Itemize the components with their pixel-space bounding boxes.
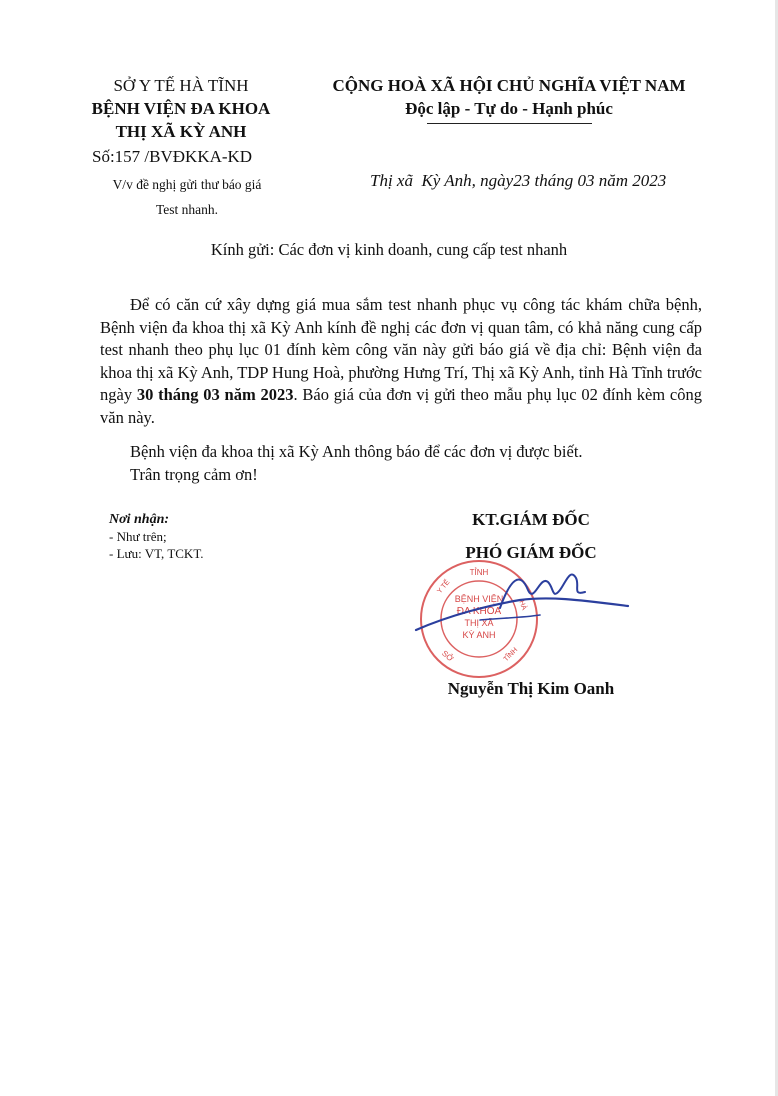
body-paragraph-1 bbox=[100, 294, 702, 429]
issuer-department: SỞ Y TẾ HÀ TĨNH bbox=[113, 76, 249, 95]
subject-block bbox=[62, 172, 312, 222]
body-p1-text: Để có căn cứ xây dựng giá mua sắm test nhanh phục vụ công tác khám chữa bệnh, Bệnh viện đa khoa thị xã Kỳ Anh kính đề nghị các đơn vị quan tâm, có khả năng cung cấp test nhanh theo phụ lục 01 đính kèm công văn này gửi báo giá về địa chỉ: Bệnh viện đa khoa thị xã Kỳ Anh, TDP Hung Hoà, phường Hưng Trí, Thị xã Kỳ Anh, tỉnh Hà Tĩnh trước ngày bbox=[100, 295, 702, 404]
stamp-left-text: Y TẾ bbox=[436, 578, 452, 596]
stamp-bottom-right-text: TĨNH bbox=[502, 646, 520, 664]
body-p1-text-end: . Báo giá của đơn vị gửi theo mẫu phụ lục 02 đính kèm công văn này. bbox=[100, 385, 702, 427]
reference-number: Số:157 /BVĐKKA-KD bbox=[92, 147, 253, 166]
national-motto: Độc lập - Tự do - Hạnh phúc bbox=[405, 99, 613, 118]
issuer-town: THỊ XÃ KỲ ANH bbox=[115, 122, 247, 141]
subject-line-1: V/v đề nghị gửi thư báo giá bbox=[112, 177, 262, 192]
recipients-heading: Nơi nhận: bbox=[109, 512, 170, 527]
date-line: Thị xã Kỳ Anh, ngày23 tháng 03 năm 2023 bbox=[370, 171, 667, 190]
deadline-date: 30 tháng 03 năm 2023 bbox=[136, 385, 294, 404]
issuer-hospital: BỆNH VIỆN ĐA KHOA bbox=[91, 99, 271, 118]
recipient-item: - Như trên; bbox=[109, 529, 167, 544]
stamp-center-line-3: THỊ XÃ bbox=[464, 618, 494, 628]
recipients-block bbox=[109, 511, 309, 562]
stamp-center-line-2: ĐA KHOA bbox=[456, 606, 502, 617]
motto-underline bbox=[427, 123, 592, 124]
stamp-center-line-1: BỆNH VIỆN bbox=[454, 594, 504, 604]
handwritten-signature bbox=[410, 560, 640, 670]
national-motto-block bbox=[308, 74, 710, 120]
body-paragraph-3: Trân trọng cảm ơn! bbox=[130, 465, 258, 484]
issuer-block bbox=[70, 74, 292, 143]
recipient-item: - Lưu: VT, TCKT. bbox=[109, 546, 204, 561]
stamp-right-text: HÀ bbox=[517, 599, 528, 612]
national-title: CỘNG HOÀ XÃ HỘI CHỦ NGHĨA VIỆT NAM bbox=[332, 76, 686, 95]
body-paragraph-2: Bệnh viện đa khoa thị xã Kỳ Anh thông báo để các đơn vị được biết. bbox=[130, 442, 583, 461]
signer-name: Nguyễn Thị Kim Oanh bbox=[447, 679, 615, 698]
signature-title: KT.GIÁM ĐỐC bbox=[472, 510, 590, 529]
signature-subtitle: PHÓ GIÁM ĐỐC bbox=[465, 543, 597, 562]
stamp-center-line-4: KỲ ANH bbox=[462, 630, 496, 640]
stamp-bottom-left-text: SỞ bbox=[440, 648, 456, 664]
salutation: Kính gửi: Các đơn vị kinh doanh, cung cấp test nhanh bbox=[210, 240, 568, 259]
subject-line-2: Test nhanh. bbox=[155, 202, 219, 217]
stamp-top-text: TỈNH bbox=[469, 568, 489, 577]
